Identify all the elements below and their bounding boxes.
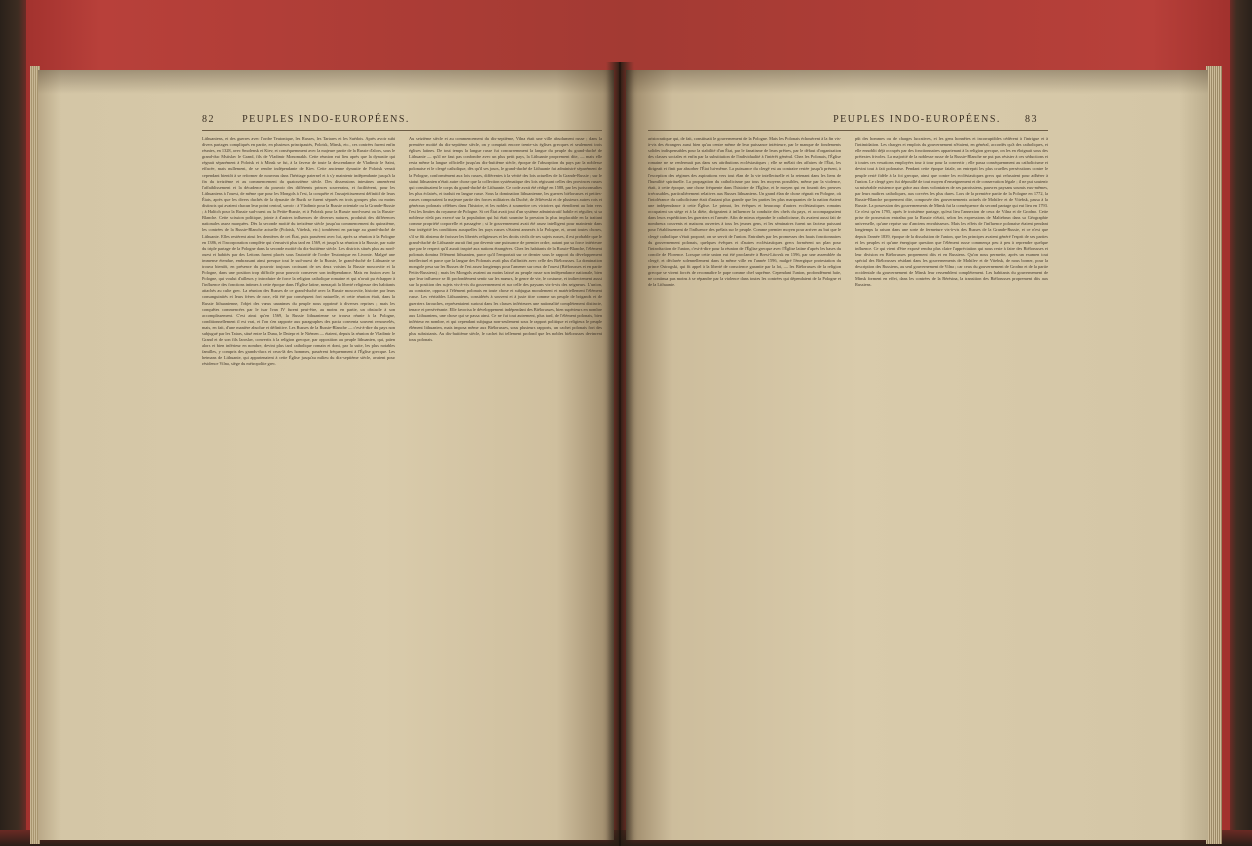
page-shadow: [626, 70, 1208, 94]
page-number: 83: [1025, 114, 1038, 125]
text-column-1: Lithuaniens, et des guerres avec l'ordre Teutonique, les Russes, les Tartares et les Suédois. Après avoir subi divers partages compliqués en partie, en plusieurs principautés, Polotsk, Minsk, etc., ces contrées furent enfin réunies, en 1328, avec Smolensk et Kiev, et conséquemment avec la majeure partie de la Russie d'alors, sous le grand-duc Mstislav le Grand, fils de Vladimir Monomakh. Cette réunion eut lieu après que la dynastie qui régnait séparément à Polotsk et à Minsk se fut, à la faveur de toute la descendance de Vladimir le Saint, effacée, mais nullement, de se rendre indépendante de Kiev. Cette ancienne dynastie de Polotsk venait cependant bientôt à se reformer de nouveau dans l'héritage paternel et à s'y maintenir indépendante jusqu'à la fin du treizième et au commencement du quatorzième siècle. Des dissensions intestines amenèrent l'affaiblissement et la décadence du pouvoir des différents princes souverains, et facilitèrent, pour les Lithuaniens à l'ouest, de même que pour les Mongols à l'est, la conquête et l'assujettissement définitif de leurs États, après que les divers duchés de la dynastie de Rurik se furent séparés en trois groupes plus ou moins distincts qui avaient chacun leur point central, savoir : à Vladimir pour la Russie orientale ou la Grande-Russie ; à Halitch pour la Russie sud-ouest ou la Petite-Russie, et à Polotsk pour la Russie nord-ouest ou la Russie-Blanche. Cette scission politique, jointe à d'autres influences de diverses natures, produisit des différences nationales assez marquées. Dès la seconde moitié du treizième siècle jusqu'au commencement du quinzième, les contrées de la Russie-Blanche actuelle (Polotsk, Vitebsk, etc.) tombèrent en partage au grand-duché de Lithuanie. Elles restèrent ainsi les dernières de cet État, puis passèrent avec lui, après sa réunion à la Pologne en 1386, et l'incorporation complète qui s'ensuivit plus tard en 1569, et jusqu'à sa réunion à la Russie, par suite du triple partage de la Pologne dans la seconde moitié du dix-huitième siècle. Les districts situés plus au nord-ouest et habités par des Lettons furent placés sous l'autorité de l'ordre Teutonique en Livonie. Malgré une immense étendue, embrassant ainsi presque tout le sud-ouest de la Russie, le grand-duché de Lithuanie se trouva bientôt, en présence du pouvoir toujours croissant de ses deux voisins la Russie moscovite et la Pologne, dans une position trop difficile pour pouvoir conserver son indépendance. Mais en fusion avec la Pologne, qui voulut d'ailleurs y introduire de force la religion catholique romaine et qui n'avait pu échapper à l'influence des fonctions intimes à cette époque dans l'Église latine, menaçait la liberté religieuse des habitants attachés au culte grec. La réunion des Russes de ce grand-duché avec la Russie moscovite, histoire par leurs consanguinités et leurs frères de race, eût été par conséquent fort naturelle, et cette réunion était, dans la Russie lithuanienne, l'objet des vœux unanimes du peuple nous opprimé à diverses reprises ; mais les conquêtes commencées par le tsar Ivan IV furent peut-être, au moins en partie, un obstacle à son accomplissement. C'est ainsi qu'en 1569, la Russie lithuanienne se trouva réunie à la Pologne, conditionnellement il est vrai, et l'on s'en rapporte aux paragraphes des pacta conventa souvent renouvelés, mais, en fait, d'une manière absolue et définitive. Les Russes de la Russie-Blanche — c'est-à-dire du pays non subjugué par les Tatars, situé entre la Duna, le Dniepr et le Niémen — étaient, depuis la réunion de Vladimir le Grand et de son fils Iaroslav, convertis à la religion grecque, par opposition au peuple lithuanien, qui, païen alors et bien inférieur en nombre, devint plus tard catholique romain et dont, par la suite, les plus notables familles, y compris des grands-ducs et ceux-là des hommes, passèrent fréquemment à l'Église grecque. Les hetmans de Lithuanie, qui appartenaient à cette Église jusqu'au milieu du dix-septième siècle, avaient pour résidence Vilna, siège du métropolite grec.: [202, 136, 395, 367]
running-title: PEUPLES INDO-EUROPÉENS.: [833, 114, 1001, 125]
text-column-2: pût des hommes ou de charges lucratives, et les gens honnêtes et incorruptibles cédèrent à l'intrigue et à l'intimidation. Les charges et emplois du gouvernement n'étaient, en général, accordés qu'à des catholiques, et elle ennoblit déjà occupés par des fonctionnaires appartenant à la religion grecque, on les en éloignait sous des prétextes frivoles. La majorité de la noblesse russe de la Russie-Blanche ne put pas résister à ces séductions et à toutes ces vexations employées tour à tour pour la convertir ; elle passa conséquemment au catholicisme et devint tout à fait polonaise. Pendant cette époque fatale, on entreprit les plus cruelles persécutions contre le peuple resté fidèle à la foi grecque, ainsi que contre les ecclésiastiques grecs qui refusaient pour adhérer à l'union. Le clergé grec fut dépouillé de tout moyen d'enseignement et de conservation légale ; il ne put soutenir sa misérable existence que grâce aux dons volontaires de ses paroissiens, pauvres paysans soumis eux-mêmes, par leurs maîtres catholiques, aux corvées les plus dures. Lors de la première partie de la Pologne en 1772, la Russie-Blanche proprement dite, composée des gouvernements actuels de Mohilev et de Vitebsk, passa à la Russie. La possession des gouvernements de Minsk fut la conséquence du second partage qui eut lieu en 1793. Ce n'est qu'en 1795, après le troisième partage, qu'eut lieu l'annexion de ceux de Vilna et de Grodno. Cette prise de possession entraîna par la Russie n'était, selon les expressions de Maltebrun dans sa Géographie universelle, qu'une reprise sur d'anciens envahisseurs. Mais les effets de l'influence polonaise étaient pendant longtemps la raison dans une sorte de fermeture vis-à-vis des Russes de la Grande-Russie, et ce n'est que depuis l'année 1839, époque de la dissolution de l'union, que les principes avaient généré l'esprit de ses parties et les peuples et qu'une énergique question que l'élément russe commença peu à peu à reprendre quelque influence. Ce qui vient d'être exposé rendra plus claire l'appréciation qui nous reste à faire des Biélorusses et leur division en Biélorusses proprement dits et en Russiens. Qu'on nous permette, après un examen tout spécial des Biélorusses résidant dans les gouvernements de Mohilev et de Vitebsk, de nous borner, pour la description des Russiens, au seul gouvernement de Vilna ; car ceux du gouvernement de Grodno et de la partie occidentale du gouvernement de Minsk leur ressemblent complètement. Les habitants du gouvernement de Minsk forment en effet, dans les contrées de la Bérésina, la transition des Biélorusses proprement dits aux Russiens.: [855, 136, 1048, 288]
page-number: 82: [202, 114, 215, 125]
cover-edge-right: [1230, 0, 1252, 846]
text-column-2: Au seizième siècle et au commencement du dix-septième, Vilna était une ville absolument russe ; dans la première moitié du dix-septième siècle, on y comptait encore trente-six églises grecques et seulement trois églises latines. De tout temps la langue russe fut concurremment la langue du peuple du grand-duché de Lithuanie — qu'il ne faut pas confondre avec un plus petit pays, la Lithuanie proprement dite, — mais elle resta même la langue officielle jusqu'au dix-huitième siècle, époque de l'absorption du pays par la noblesse polonaise et le clergé catholique, dès qu'il ses jours, le grand-duché de Lithuanie fut administré séparément de la Pologne, conformément aux lois russes, différentes à la vérité des lois actuelles de la Grande-Russie ; sur le statut lithuanien n'était autre chose que la collection systématique des lois régissant celles des provinces russes qui constituaient le corps du grand-duché de Lithuanie. Ce code avait été rédigé en 1588, par les jurisconsultes les plus éclairés, et traduit en langue russe. Sous la domination lithuanienne, les guerres biélorusses et petites-russes composaient la majeure partie des forces militaires du Duché, de Jéliéveski et de plusieurs autres rois et généraux polonais célèbres dans l'histoire, et les nobles à soumettre ces victoires qui étendirent au loin vers l'est les limites du royaume de Pologne. Si cet État avait joui d'un système administratif habile et régulier, si sa noblesse n'eût pas exercé sur la population qui lui était soumise la pression la plus implacable en la traitant comme propriété corporelle et passagère ; si le gouvernement avait été assez intelligent pour maintenir dans leur intégrité les conditions auxquelles les pays russes s'étaient annexés à la Pologne, et, avant toutes choses, s'il se fût abstenu de froisser les libertés religieuses et les droits civils de ses sujets russes, il est probable que le grand-duché de Lithuanie aurait fini par devenir une puissance de premier ordre, autant par sa force intérieure que par le respect qu'il aurait inspiré aux nations étrangères. Chez les habitants de la Russie-Blanche, l'élément polonais domina l'élément lithuanien, parce qu'il l'emportait sur ce dernier sous le rapport du développement intellectuel et parce que la langue des Polonais avait plus d'affinités avec celle des Biélorusses. La domination mongole pesa sur les Russes de l'est assez longtemps pour l'amener sur ceux de l'ouest (Biélorusses et en partie Petits-Russiens) ; mais les Mongols avaient au moins laissé au peuple russe son indépendance nationale, bien que leur influence se fît profondément sentir sur les mœurs, le genre de vie, le costume, et indirectement aussi sur la position des sujets vis-à-vis du gouvernement et sur celle des paysans vis-à-vis des seigneurs. L'union, au contraire, opposa à l'élément polonais en toute chose et subjugua moralement et matériellement l'élément russe. Les véritables Lithuaniens, considérés à souvent et à juste titre comme un peuple de brigands et de guerriers farouches, représentaient surtout dans les classes inférieures une nationalité complètement distincte, tenace et persévérante. Elle favorisa le développement indépendant des Biélorusses, bien supérieurs en nombre aux Lithuaniens, une chose qui se passa ainsi. Ce ne fut tout autrement, plus tard, de l'élément polonais, bien inférieur en nombre, et qui cependant subjugua non-seulement sous le rapport politique et religieux le peuple élément lithuanien, mais imposa même aux Biélorusses, sous plusieurs rapports, un cachet polonais fort des plus subsistants. Au dix-huitième siècle, le cachet fut tellement profond que les nobles biélorusses devinrent tous polonais.: [409, 136, 602, 343]
text-columns: [648, 136, 1048, 826]
left-page: [38, 70, 614, 840]
header-rule: [648, 130, 1048, 131]
text-column-1: aristocratique qui, de fait, constituait le gouvernement de la Pologne. Mais les Polonais échouèrent à la fin vis-à-vis des étrangers aussi bien qu'au centre même de leur puissance intérieure, par le manque de fondements solides indispensables pour la stabilité d'un État, par le fanatisme de leurs prêtres, par le défaut d'organisation des classes sociales et enfin par la substitution de l'individualité à l'intérêt général. Chez les Polonais, l'Église romaine ne se renfermait pas dans ses attributions ecclésiastiques ; elle se mêlait des affaires de l'État, les dirigeait et finit par absorber l'État lui-même. La puissance du clergé est au contraire restée jusqu'à présent, à l'exception des régimes des aspirations vers tout élan de la vie intellectuelle et la retenant dans les liens de l'humilité spirituelle. La propagation du catholicisme par tous les moyens possibles, même par la violence, était, à cette époque, une chose fréquente dans l'histoire de l'Église, et le moyen qui en fournit des preuves irrécusables, particulièrement relatives aux Russes lithuaniens. Un grand élan de chose régnait en Pologne, où l'intolérance du catholicisme était d'autant plus grande que les parties les plus marquantes de la nation étaient une indépendance à cette Église. Le primat, les évêques et beaucoup d'autres ecclésiastiques romains occupaient un siège et à la diète, dirigeaient à influencer la conduite des chefs du pays, et accompagnaient dans leurs expéditions les guerriers et l'armée. Afin de mieux répandre le catholicisme, ils avaient aussi fait de nombreux couvents et maisons ouvertes à tous les jeunes gens, et les séminaires furent un facteur puissant pour l'établissement de l'influence des prélats sur le peuple. Comme premier moyen pour arriver au but que le clergé catholique s'était proposé, on se servit de l'union. Entraînés par les promesses des hauts fonctionnaires du gouvernement polonais, quelques évêques et d'autres ecclésiastiques grecs formèrent un plan pour l'introduction de l'union, c'est-à-dire pour la réunion de l'Église grecque avec l'Église latine d'après les bases du concile de Florence. Lorsque cette union eut été proclamée à Brest-Litovsk en 1596, par une assemblée du clergé, et déclarée solennellement dans la même ville en l'année 1596, malgré l'énergique protestation du prince Ostrogski, qui fit appel à la liberté de conscience garantie par la loi, — les Biélorusses de la religion grecque se virent forcés de reconnaître le pape comme chef suprême. Cependant l'union, profondément haïe, ne continua pas moins à se répandre par la violence dans toutes les contrées qui dépendaient de la Pologne et de la Lithuanie.: [648, 136, 841, 288]
cover-edge-left: [0, 0, 26, 846]
right-page: [626, 70, 1208, 840]
header-rule: [202, 130, 602, 131]
running-title: PEUPLES INDO-EUROPÉENS.: [242, 114, 410, 125]
page-shadow: [38, 70, 614, 94]
book-gutter: [606, 62, 634, 846]
page-stack-right: [1206, 66, 1222, 844]
text-columns: [202, 136, 602, 826]
